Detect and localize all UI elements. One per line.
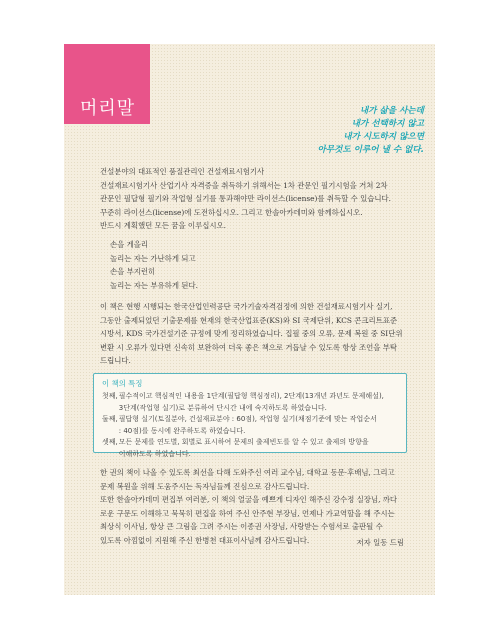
text-line: 드립니다.	[100, 356, 131, 365]
text-line: 이 책은 현행 시행되는 한국산업인력공단 국가기술자격검정에 의한 건설재료시험기사 실기,	[100, 302, 393, 311]
feature-content	[118, 414, 377, 437]
signature: 저자 일동 드림	[356, 538, 404, 547]
text-line: 꾸준히 라이선스(license)에 도전하십시오. 그리고 한솔아카데미와 함께하십시오.	[100, 207, 363, 217]
acknowledgements	[100, 466, 404, 547]
feature-line: 필수적이고 핵심적인 내용을 1단계(필답형 핵심정리), 2단계(13개년 과년도 문제해설),	[118, 392, 384, 400]
feature-content	[118, 391, 384, 414]
text-line: 그동안 출제되었던 기출문제를 현재의 한국산업표준(KS)와 SI 국제단위, KCS 콘크리트표준	[100, 315, 398, 325]
text-line: 로운 구문도 이해하고 묵묵히 편집을 하여 주신 안주현 부장님, 언제나 가교역할을 해 주시는	[100, 508, 395, 518]
text-line: 건설분야의 대표적인 품질관리인 건설재료시험기사	[100, 167, 265, 176]
text-line: 놀리는 자는 가난하게 되고	[110, 253, 196, 263]
text-line: 관문인 필답형 필기와 작업형 실기를 통과해야만 라이선스(license)를 취득할 수 있습니다.	[100, 194, 392, 203]
intro-paragraph	[100, 165, 404, 233]
text-line: 또한 한솔아카데미 편집부 여러분, 이 책의 얼굴을 예쁘게 디자인 해주신 강수정 실장님, 까다	[100, 495, 398, 504]
text-line: 건설재료시험기사 산업기사 자격증을 취득하기 위해서는 1차 관문인 필기시험을 거쳐 2차	[100, 180, 388, 190]
feature-line: 필답형 실기(토질분야, 건설재료분야 : 60점), 작업형 실기(채점기준에 맞는 작업순서	[118, 415, 377, 423]
text-line: 놀리는 자는 부유하게 된다.	[110, 280, 198, 290]
book-description	[100, 300, 404, 368]
page-title: 머리말	[80, 98, 136, 119]
text-line: 최상식 이사님, 항상 큰 그림을 그려 주시는 이종권 사장님, 사랑받는 수험서로 출판될 수	[100, 522, 383, 531]
feature-item	[102, 414, 398, 437]
slogan-line: 내가 삶을 사는데	[359, 106, 424, 116]
text-line: 있도록 아낌없이 지원해 주신 한병천 대표이사님께 감사드립니다.	[100, 535, 310, 545]
slogan-line: 내가 시도하지 않으면	[343, 132, 424, 142]
feature-content	[118, 437, 369, 460]
feature-line: : 40점)를 동시에 완주하도록 하였습니다.	[118, 426, 246, 435]
text-line: 시방서, KDS 국가건설기준 규정에 맞게 정리하였습니다. 집필 중의 오류, 문제 복원 중 SI단위	[100, 329, 403, 338]
feature-label: 첫째,	[102, 392, 118, 400]
text-line: 손을 부지런히	[110, 267, 156, 276]
slogan-line: 내가 선택하지 않고	[351, 119, 424, 129]
features-box	[93, 373, 407, 458]
text-line: 한 권의 책이 나올 수 있도록 최선을 다해 도와주신 여러 교수님, 대학교 동문·후배님, 그리고	[100, 468, 395, 477]
text-line: 변환 시 오류가 있다면 신속히 보완하여 더욱 좋은 책으로 거듭날 수 있도록 항상 조언을 부탁	[100, 342, 398, 352]
slogan	[317, 105, 424, 157]
feature-line: 모든 문제를 연도별, 회별로 표시하여 문제의 출제빈도를 알 수 있고 출제의 방향을	[118, 438, 369, 446]
features-list	[102, 391, 398, 460]
feature-label: 둘째,	[102, 415, 118, 423]
feature-item	[102, 437, 398, 460]
text-line: 반드시 계획했던 모든 꿈을 이루십시오.	[100, 221, 226, 230]
feature-label: 셋째,	[102, 438, 118, 446]
slogan-line: 아무것도 이루어 낼 수 없다.	[317, 145, 424, 155]
features-title: 이 책의 특징	[102, 379, 143, 388]
feature-line: 이해하도록 하였습니다.	[118, 449, 191, 458]
feature-line: 3단계(작업형 실기)로 분류하여 단시간 내에 숙지하도록 하였습니다.	[118, 403, 327, 412]
feature-item	[102, 391, 398, 414]
text-line: 손을 게을리	[110, 240, 149, 249]
text-line: 문제 복원을 위해 도움주시는 독자님들께 진심으로 감사드립니다.	[100, 481, 310, 491]
quote-poem	[110, 238, 414, 292]
